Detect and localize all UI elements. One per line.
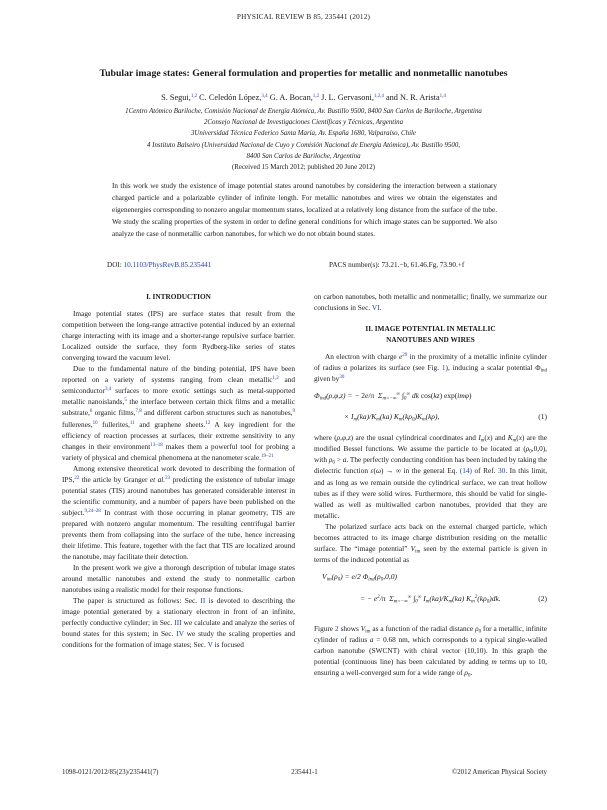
paragraph: The paper is structured as follows: Sec. II is devoted to describing the image potential generated by a stationary electron in front of an infinite, perfectly conductive cylinder; in Sec. III we calculate and analyze the series of bound states for this system; in Sec. IV we study the scaling properties and conditions for the formation of image states; Sec. V is focused [62, 596, 296, 650]
doi-link[interactable]: 10.1103/PhysRevB.85.235441 [123, 261, 212, 269]
section-2-title-text: II. IMAGE POTENTIAL IN METALLIC NANOTUBES AND WIRES [365, 324, 496, 345]
paragraph: Image potential states (IPS) are surface states that result from the competition between the long-range attractive potential induced by an external charge interacting with its image and a shorter-range repulsive surface barrier. Localized outside the surface, they form Rydberg-like series of states converging toward the vacuum level. [62, 309, 295, 363]
paragraph: on carbon nanotubes, both metallic and nonmetallic; finally, we summarize our conclusions in Sec. VI. [314, 292, 547, 313]
received-dates: (Received 15 March 2012; published 20 June 2012) [232, 164, 375, 172]
paragraph: where (ρ,φ,z) are the usual cylindrical coordinates and $I_m(x)$ and $K_m(x)$ are the modified Bessel functions. We assume the particle to be located at $(\rho_0,0,0)$, with $\rho_0 > a$. The perfectly conducting condition has been included by taking the dielectric function ε(ω) → ∞ in the general Eq. (14) of Ref. 30. In this limit, and as long as we remain outside the cylindrical surface, we can treat hollow tubes as if they were solid wires. Furthermore, this should be valid for single-walled as well as multiwalled carbon nanotubes, provided that they are metallic. [314, 433, 548, 520]
paragraph: In the present work we give a thorough description of tubular image states around metallic nanotubes and extend the study to nonmetallic carbon nanotubes using a realistic model for their response functions. [62, 563, 295, 595]
author-list: S. Segui,$^{1,2}$ C. Celedón López,$^{3,4}$ G. A. Bocan,$^{1,2}$ J. L. Gervasoni,$^{1,2,4}$ and N. R. Arista$^{1,4}$ [161, 93, 446, 102]
paragraph: The polarized surface acts back on the external charged particle, which becomes attracted to its image charge distribution residing on the metallic surface. The “image potential” $V_{im}$ seen by the external particle is given in terms of the induced potential as [314, 521, 547, 564]
pacs-numbers: PACS number(s): 73.21.−b, 61.46.Fg, 73.90.+f [329, 261, 465, 269]
section-1-title: I. INTRODUCTION [146, 292, 211, 301]
affiliations [30, 106, 577, 173]
footer-copyright: ©2012 American Physical Society [452, 769, 547, 776]
footer-page-number: 235441-1 [291, 769, 318, 776]
paper-title: Tubular image states: General formulation and properties for metallic and nonmetallic nanotubes [99, 68, 508, 79]
journal-header: PHYSICAL REVIEW B 85, 235441 (2012) [236, 13, 371, 21]
affiliation-3: 3Universidad Técnica Federico Santa María, Av. España 1680, Valparaíso, Chile [190, 130, 416, 138]
left-column [62, 291, 295, 651]
right-column [314, 291, 547, 678]
affiliation-4: 4 Instituto Balseiro (Universidad Nacional de Cuyo y Comisión Nacional de Energía Atómica), Av. Bustillo 9500, [147, 141, 460, 149]
equation-2: $V_{im}(\rho_0) = e/2$ $\Phi_{ind}(\rho_0,0,0)$ = − $e^2/\pi$ $\Sigma_{m=-\infty}^\infty$ $\int_0^\infty$ $I_m(ka)/K_m(ka)$ $K_m^2(k\rho_0)dk$. (2) [322, 571, 547, 605]
article-meta [107, 261, 502, 269]
section-2-title [314, 323, 547, 345]
equation-1: $\Phi_{ind}(\rho,\varphi,z)$ = − 2e/π $\Sigma_{m=-\infty}^\infty$ $\int_0^\infty$ dk cos(kz) exp(imφ) × $I_m(ka)/K_m(ka)$ $K_m(k\rho_0)K_m(k\rho)$, (1) [314, 391, 547, 423]
equation-1-number: (1) [538, 412, 547, 422]
paragraph: Among extensive theoretical work devoted to describing the formation of IPS,$^{22}$ the article by Granger et al.$^{23}$ predicting the existence of tubular image potential states (TIS) around nanotubes has generated considerable interest in the scientific community, and a number of papers have been published on the subject.$^{9,24-28}$ In contrast with those occurring in planar geometry, TIS are prepared with nonzero angular momentum. The resulting centrifugal barrier prevents them from collapsing into the surface of the tube, hence increasing their lifetime. This feature, together with the fact that TIS are localized around the nanotube, may facilitate their detection. [62, 463, 296, 562]
equation-2-number: (2) [538, 593, 547, 603]
abstract: In this work we study the existence of image potential states around nanotubes by considering the interaction between a stationary charged particle and a polarizable cylinder of infinite length. For metallic nanotubes and wires we obtain the eigenstates and eigenenergies corresponding to nonzero angular momentum states, localized at a relatively long distance from the surface of the tube. We study the scaling properties of the system in order to define general conditions for which image states can be supported. We also analyze the case of nonmetallic carbon nanotubes, for which we do not obtain bound states. [112, 182, 497, 238]
paragraph: Figure 2 shows $V_{im}$ as a function of the radial distance $\rho_0$ for a metallic, infinite cylinder of radius a = 0.68 nm, which corresponds to a typical single-walled carbon nanotube (SWCNT) with chiral vector (10,10). In this graph the potential (continuous line) has been calculated by adding m terms up to 10, ensuring a well-converged sum for a wide range of $\rho_0$. [314, 623, 548, 679]
paragraph: Due to the fundamental nature of the binding potential, IPS have been reported on a variety of systems ranging from clean metallic$^{1,2}$ and semiconductor$^{3,4}$ surfaces to more exotic settings such as metal-supported metallic nanoislands,$^5$ the interface between certain thick films and a metallic substrate,$^6$ organic films,$^{7,8}$ and different carbon structures such as nanotubes,$^9$ fullerenes,$^{10}$ fullerites,$^{11}$ and graphene sheets.$^{12}$ A key ingredient for the efficiency of reaction processes at surfaces, their extreme sensitivity to any changes in their environment$^{13-18}$ makes them a powerful tool for probing a variety of physical and chemical phenomena at the nanometer scale.$^{19-21}$ [62, 364, 296, 462]
affiliation-1: 1Centro Atómico Bariloche, Comisión Nacional de Energía Atómica, Av. Bustillo 9500, 8400 San Carlos de Bariloche, Argentina [125, 108, 482, 115]
doi-label: DOI: [107, 261, 122, 269]
affiliation-2: 2Consejo Nacional de Investigaciones Científicas y Técnicas, Argentina [203, 119, 404, 127]
paragraph: An electron with charge $e^{29}$ in the proximity of a metallic infinite cylinder of radius a polarizes its surface (see Fig. 1), inducing a scalar potential $\Phi_{ind}$ given $by^{30}$ [314, 352, 548, 384]
affiliation-4-cont: 8400 San Carlos de Bariloche, Argentina [246, 152, 361, 160]
footer-left: 1098-0121/2012/85(23)/235441(7) [62, 769, 159, 776]
